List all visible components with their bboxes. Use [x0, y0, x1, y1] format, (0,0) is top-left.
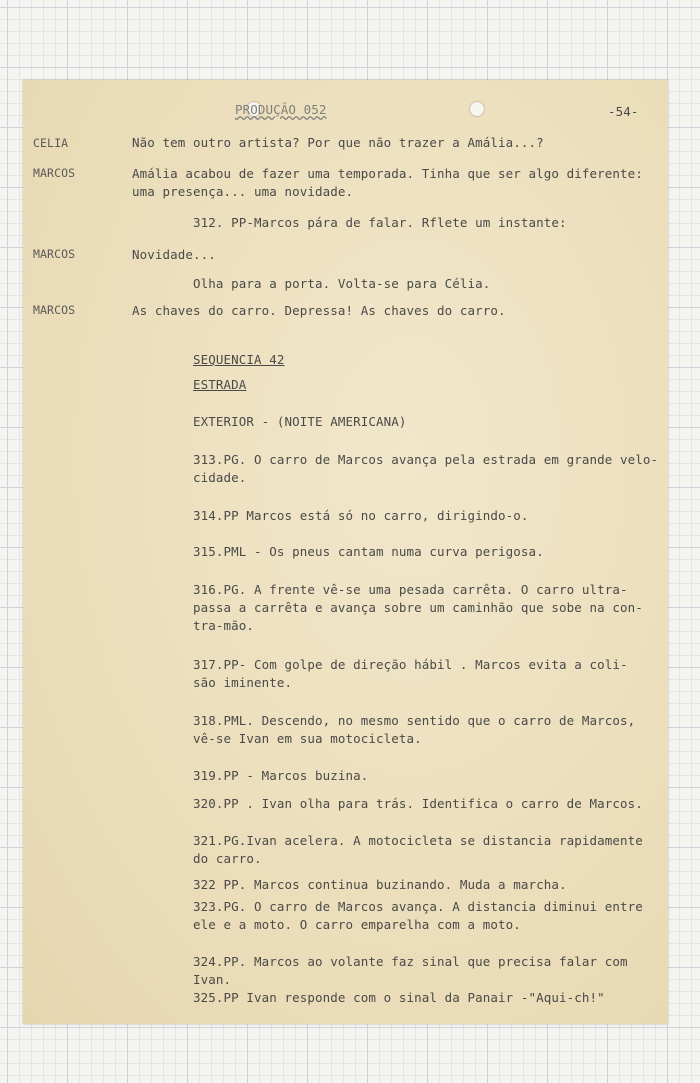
shot-line: 312. PP-Marcos pára de falar. Rflete um instante:: [193, 215, 567, 230]
shot-line: do carro.: [193, 851, 262, 866]
shot-line: Ivan.: [193, 972, 232, 987]
shot-line: 324.PP. Marcos ao volante faz sinal que precisa falar com: [193, 954, 628, 969]
sequence-heading: SEQUENCIA 42: [193, 352, 285, 367]
shot-line: 325.PP Ivan responde com o sinal da Panair -"Aqui-ch!": [193, 990, 605, 1005]
shot-line: 315.PML - Os pneus cantam numa curva perigosa.: [193, 544, 544, 559]
shot-line: 320.PP . Ivan olha para trás. Identifica o carro de Marcos.: [193, 796, 643, 811]
shot-line: 322 PP. Marcos continua buzinando. Muda a marcha.: [193, 877, 567, 892]
shot-line: passa a carrêta e avança sobre um caminhão que sobe na con-: [193, 600, 643, 615]
shot-line: tra-mão.: [193, 618, 255, 633]
dialogue-line: Não tem outro artista? Por que não trazer a Amália...?: [132, 135, 544, 150]
shot-line: são iminente.: [193, 675, 293, 690]
page-number: -54-: [608, 104, 639, 119]
dialogue-line: Amália acabou de fazer uma temporada. Tinha que ser algo diferente:: [132, 166, 643, 181]
shot-line: ele e a moto. O carro emparelha com a moto.: [193, 917, 521, 932]
production-stamp: PRODUÇÃO 052: [235, 102, 327, 117]
shot-line: 313.PG. O carro de Marcos avança pela estrada em grande velo-: [193, 452, 659, 467]
shot-line: 319.PP - Marcos buzina.: [193, 768, 369, 783]
shot-line: 316.PG. A frente vê-se uma pesada carrêta. O carro ultra-: [193, 582, 628, 597]
scene-heading: EXTERIOR - (NOITE AMERICANA): [193, 414, 407, 429]
speaker-marcos: MARCOS: [33, 247, 76, 261]
shot-line: 323.PG. O carro de Marcos avança. A distancia diminui entre: [193, 899, 643, 914]
shot-line: 314.PP Marcos está só no carro, dirigindo-o.: [193, 508, 529, 523]
punch-hole-right: [469, 101, 485, 117]
shot-line: 318.PML. Descendo, no mesmo sentido que o carro de Marcos,: [193, 713, 636, 728]
speaker-celia: CELIA: [33, 136, 69, 150]
speaker-marcos: MARCOS: [33, 303, 76, 317]
shot-line: cidade.: [193, 470, 247, 485]
shot-line: 321.PG.Ivan acelera. A motocicleta se distancia rapidamente: [193, 833, 643, 848]
dialogue-line: Novidade...: [132, 247, 216, 262]
dialogue-line: uma presença... uma novidade.: [132, 184, 354, 199]
script-page: [23, 80, 668, 1024]
location-heading: ESTRADA: [193, 377, 247, 392]
dialogue-line: As chaves do carro. Depressa! As chaves do carro.: [132, 303, 506, 318]
speaker-marcos: MARCOS: [33, 166, 76, 180]
shot-line: 317.PP- Com golpe de direção hábil . Marcos evita a coli-: [193, 657, 628, 672]
shot-line: vê-se Ivan em sua motocicleta.: [193, 731, 422, 746]
action-line: Olha para a porta. Volta-se para Célia.: [193, 276, 491, 291]
